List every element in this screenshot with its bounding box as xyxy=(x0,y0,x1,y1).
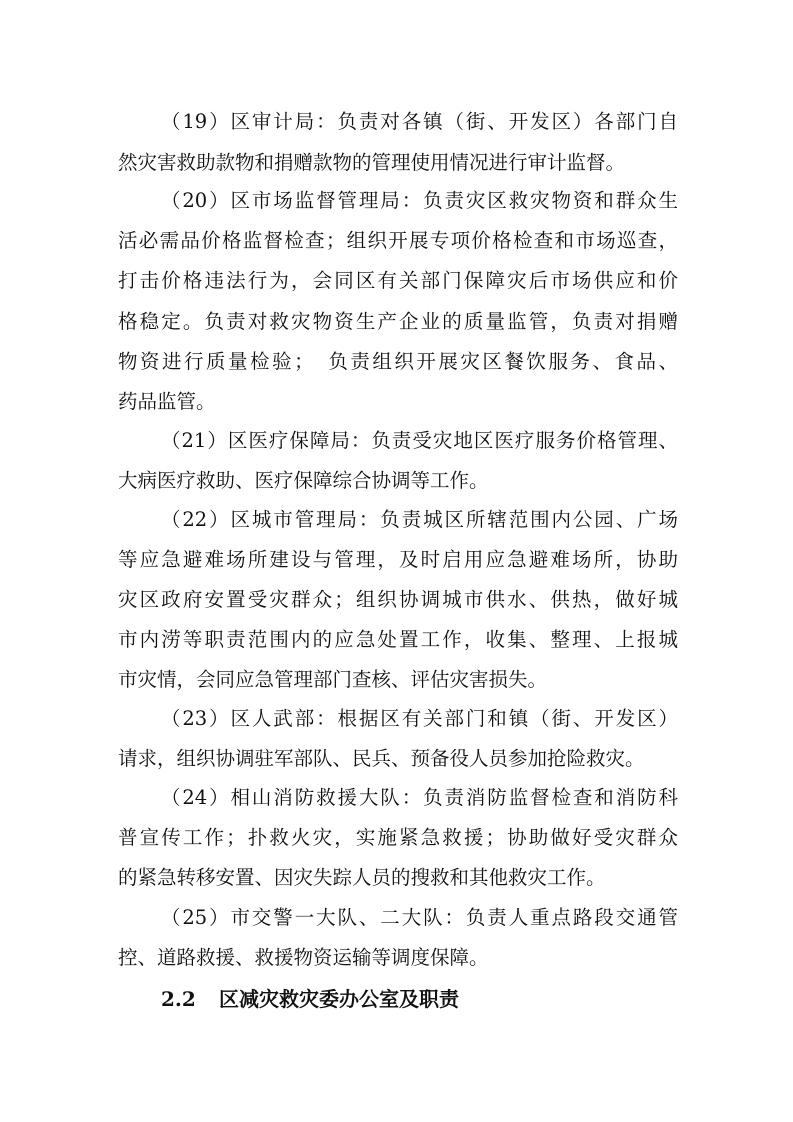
text-line: 然灾害救助款物和捐赠款物的管理使用情况进行审计监督。 xyxy=(118,151,626,174)
text-line: 控、道路救援、救援物资运输等调度保障。 xyxy=(118,946,489,969)
text-line: 等应急避难场所建设与管理，及时启用应急避难场所，协助 xyxy=(118,548,678,571)
text-line: （21）区医疗保障局：负责受灾地区医疗服务价格管理、 xyxy=(161,429,678,452)
text-line: （24）相山消防救援大队：负责消防监督检查和消防科 xyxy=(161,786,678,809)
text-line: 请求，组织协调驻军部队、民兵、预备役人员参加抢险救灾。 xyxy=(118,747,645,770)
text-line: 市内涝等职责范围内的应急处置工作，收集、整理、上报城 xyxy=(118,628,678,651)
text-line: 格稳定。负责对救灾物资生产企业的质量监管，负责对捐赠 xyxy=(118,310,678,333)
section-title: 区减灾救灾委办公室及职责 xyxy=(219,987,459,1011)
text-line: 大病医疗救助、医疗保障综合协调等工作。 xyxy=(118,469,489,492)
text-line: （20）区市场监督管理局：负责灾区救灾物资和群众生 xyxy=(161,189,678,212)
text-line: （25）市交警一大队、二大队：负责人重点路段交通管 xyxy=(161,906,678,929)
text-line: 打击价格违法行为，会同区有关部门保障灾后市场供应和价 xyxy=(118,269,678,292)
text-line: 普宣传工作；扑救火灾，实施紧急救援；协助做好受灾群众 xyxy=(118,826,678,849)
section-number: 2.2 xyxy=(161,987,196,1011)
text-line: 的紧急转移安置、因灾失踪人员的搜救和其他救灾工作。 xyxy=(118,866,606,889)
text-line: 活必需品价格监督检查；组织开展专项价格检查和市场巡查， xyxy=(118,229,678,252)
text-line: 物资进行质量检验； 负责组织开展灾区餐饮服务、食品、 xyxy=(118,350,678,373)
text-line: 药品监管。 xyxy=(118,390,216,413)
text-line: （19）区审计局：负责对各镇（街、开发区）各部门自 xyxy=(161,110,678,133)
section-heading xyxy=(161,984,459,1014)
text-line: （23）区人武部：根据区有关部门和镇（街、开发区） xyxy=(161,707,678,730)
text-line: （22）区城市管理局：负责城区所辖范围内公园、广场 xyxy=(161,508,678,531)
text-line: 市灾情，会同应急管理部门查核、评估灾害损失。 xyxy=(118,668,548,691)
text-line: 灾区政府安置受灾群众；组织协调城市供水、供热，做好城 xyxy=(118,588,678,611)
